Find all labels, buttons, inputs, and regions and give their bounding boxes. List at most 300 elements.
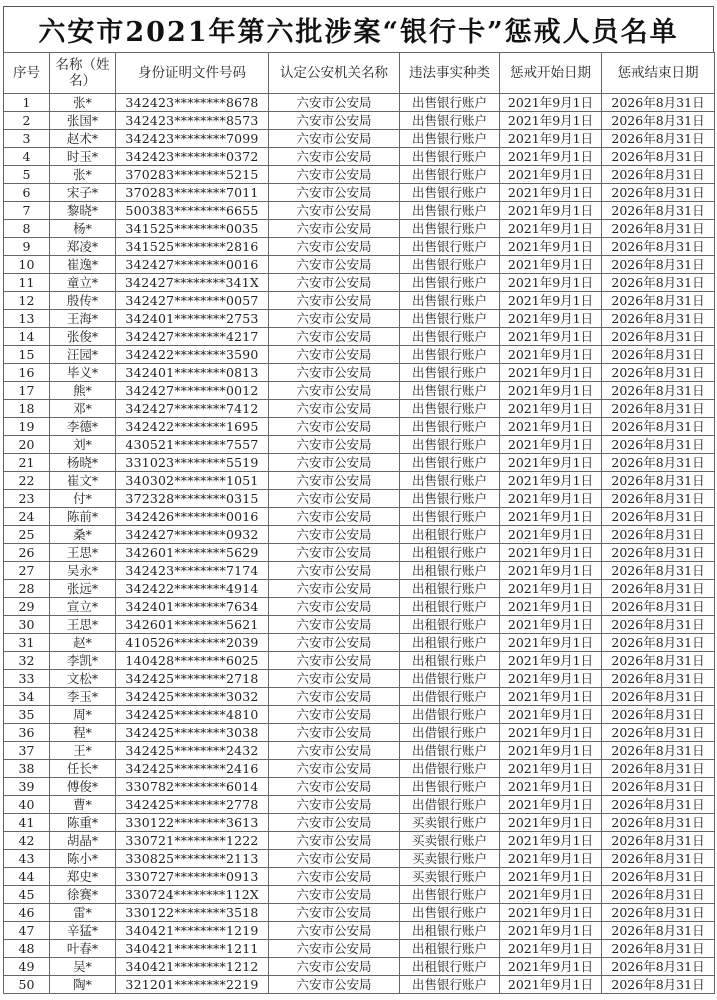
cell-name: 雷* [50,904,116,922]
cell-name: 王思* [50,616,116,634]
cell-serial-number: 45 [4,886,50,904]
cell-serial-number: 27 [4,562,50,580]
cell-serial-number: 21 [4,454,50,472]
cell-start-date: 2021年9月1日 [500,400,602,418]
cell-violation-type: 买卖银行账户 [400,850,500,868]
cell-id-number: 342422********3590 [116,346,269,364]
cell-end-date: 2026年8月31日 [602,832,715,850]
cell-id-number: 342425********3038 [116,724,269,742]
cell-name: 傅俊* [50,778,116,796]
cell-start-date: 2021年9月1日 [500,940,602,958]
cell-police-authority: 六安市公安局 [269,382,400,400]
cell-name: 崔逸* [50,256,116,274]
cell-id-number: 342427********0057 [116,292,269,310]
cell-violation-type: 出售银行账户 [400,166,500,184]
table-row [4,742,715,760]
table-row [4,976,715,994]
cell-name: 吴永* [50,562,116,580]
cell-serial-number: 49 [4,958,50,976]
cell-name: 杨晓* [50,454,116,472]
cell-police-authority: 六安市公安局 [269,238,400,256]
cell-police-authority: 六安市公安局 [269,598,400,616]
cell-violation-type: 出售银行账户 [400,220,500,238]
cell-start-date: 2021年9月1日 [500,886,602,904]
cell-name: 胡晶* [50,832,116,850]
cell-violation-type: 出售银行账户 [400,274,500,292]
cell-violation-type: 出借银行账户 [400,688,500,706]
cell-name: 刘* [50,436,116,454]
table-row [4,868,715,886]
cell-serial-number: 3 [4,130,50,148]
table-row [4,760,715,778]
cell-start-date: 2021年9月1日 [500,346,602,364]
cell-serial-number: 5 [4,166,50,184]
table-row [4,832,715,850]
cell-violation-type: 买卖银行账户 [400,832,500,850]
table-row [4,778,715,796]
cell-end-date: 2026年8月31日 [602,220,715,238]
cell-violation-type: 买卖银行账户 [400,814,500,832]
cell-end-date: 2026年8月31日 [602,922,715,940]
cell-id-number: 340421********1211 [116,940,269,958]
cell-serial-number: 35 [4,706,50,724]
cell-start-date: 2021年9月1日 [500,778,602,796]
cell-violation-type: 出售银行账户 [400,328,500,346]
cell-start-date: 2021年9月1日 [500,166,602,184]
cell-start-date: 2021年9月1日 [500,544,602,562]
cell-name: 毕义* [50,364,116,382]
cell-police-authority: 六安市公安局 [269,310,400,328]
cell-name: 李玉* [50,688,116,706]
cell-end-date: 2026年8月31日 [602,562,715,580]
cell-name: 邓* [50,400,116,418]
cell-start-date: 2021年9月1日 [500,706,602,724]
cell-start-date: 2021年9月1日 [500,652,602,670]
cell-name: 张俊* [50,328,116,346]
cell-violation-type: 出售银行账户 [400,886,500,904]
cell-start-date: 2021年9月1日 [500,742,602,760]
cell-id-number: 342427********0932 [116,526,269,544]
cell-name: 郑史* [50,868,116,886]
cell-name: 曹* [50,796,116,814]
cell-id-number: 342422********1695 [116,418,269,436]
cell-start-date: 2021年9月1日 [500,850,602,868]
cell-serial-number: 29 [4,598,50,616]
cell-violation-type: 出售银行账户 [400,400,500,418]
cell-start-date: 2021年9月1日 [500,598,602,616]
table-row [4,670,715,688]
cell-serial-number: 6 [4,184,50,202]
cell-id-number: 342401********7634 [116,598,269,616]
cell-id-number: 330122********3613 [116,814,269,832]
cell-end-date: 2026年8月31日 [602,328,715,346]
cell-end-date: 2026年8月31日 [602,364,715,382]
cell-end-date: 2026年8月31日 [602,580,715,598]
cell-police-authority: 六安市公安局 [269,490,400,508]
cell-police-authority: 六安市公安局 [269,94,400,112]
cell-end-date: 2026年8月31日 [602,202,715,220]
cell-name: 赵术* [50,130,116,148]
cell-end-date: 2026年8月31日 [602,436,715,454]
cell-start-date: 2021年9月1日 [500,490,602,508]
cell-start-date: 2021年9月1日 [500,562,602,580]
cell-police-authority: 六安市公安局 [269,112,400,130]
cell-name: 童立* [50,274,116,292]
cell-violation-type: 出售银行账户 [400,292,500,310]
cell-serial-number: 47 [4,922,50,940]
cell-police-authority: 六安市公安局 [269,544,400,562]
cell-end-date: 2026年8月31日 [602,706,715,724]
cell-violation-type: 出租银行账户 [400,958,500,976]
cell-start-date: 2021年9月1日 [500,724,602,742]
table-row [4,454,715,472]
cell-name: 王海* [50,310,116,328]
cell-serial-number: 26 [4,544,50,562]
header-violation-type: 违法事实种类 [400,53,500,94]
table-row [4,274,715,292]
cell-police-authority: 六安市公安局 [269,742,400,760]
cell-police-authority: 六安市公安局 [269,832,400,850]
cell-id-number: 342425********2778 [116,796,269,814]
cell-id-number: 340421********1212 [116,958,269,976]
cell-end-date: 2026年8月31日 [602,976,715,994]
cell-violation-type: 出租银行账户 [400,652,500,670]
cell-serial-number: 36 [4,724,50,742]
cell-id-number: 330122********3518 [116,904,269,922]
cell-name: 周* [50,706,116,724]
cell-id-number: 342423********8573 [116,112,269,130]
document-title: 六安市2021年第六批涉案“银行卡”惩戒人员名单 [3,6,714,52]
cell-end-date: 2026年8月31日 [602,616,715,634]
cell-start-date: 2021年9月1日 [500,526,602,544]
cell-id-number: 341525********2816 [116,238,269,256]
table-row [4,364,715,382]
cell-id-number: 410526********2039 [116,634,269,652]
cell-police-authority: 六安市公安局 [269,868,400,886]
table-row [4,814,715,832]
cell-police-authority: 六安市公安局 [269,130,400,148]
cell-start-date: 2021年9月1日 [500,238,602,256]
cell-violation-type: 出售银行账户 [400,184,500,202]
header-police-authority: 认定公安机关名称 [269,53,400,94]
table-row [4,436,715,454]
cell-id-number: 340421********1219 [116,922,269,940]
cell-violation-type: 出售银行账户 [400,472,500,490]
cell-violation-type: 出租银行账户 [400,544,500,562]
cell-serial-number: 37 [4,742,50,760]
cell-police-authority: 六安市公安局 [269,400,400,418]
cell-id-number: 331023********5519 [116,454,269,472]
cell-violation-type: 出租银行账户 [400,940,500,958]
cell-start-date: 2021年9月1日 [500,274,602,292]
cell-id-number: 342401********0813 [116,364,269,382]
table-row [4,850,715,868]
cell-name: 陶* [50,976,116,994]
cell-name: 付* [50,490,116,508]
cell-serial-number: 32 [4,652,50,670]
table-row [4,580,715,598]
cell-start-date: 2021年9月1日 [500,112,602,130]
cell-serial-number: 2 [4,112,50,130]
cell-police-authority: 六安市公安局 [269,166,400,184]
cell-end-date: 2026年8月31日 [602,670,715,688]
cell-id-number: 342426********0016 [116,508,269,526]
cell-violation-type: 出租银行账户 [400,616,500,634]
cell-id-number: 342601********5621 [116,616,269,634]
cell-end-date: 2026年8月31日 [602,742,715,760]
table-row [4,382,715,400]
cell-start-date: 2021年9月1日 [500,292,602,310]
table-header-row [4,53,715,94]
cell-police-authority: 六安市公安局 [269,364,400,382]
cell-police-authority: 六安市公安局 [269,256,400,274]
cell-name: 张* [50,166,116,184]
cell-id-number: 342427********0016 [116,256,269,274]
cell-police-authority: 六安市公安局 [269,976,400,994]
cell-id-number: 342423********0372 [116,148,269,166]
cell-id-number: 430521********7557 [116,436,269,454]
cell-serial-number: 12 [4,292,50,310]
cell-end-date: 2026年8月31日 [602,940,715,958]
cell-id-number: 500383********6655 [116,202,269,220]
cell-start-date: 2021年9月1日 [500,94,602,112]
cell-name: 文松* [50,670,116,688]
cell-end-date: 2026年8月31日 [602,148,715,166]
cell-violation-type: 出售银行账户 [400,508,500,526]
cell-police-authority: 六安市公安局 [269,292,400,310]
cell-id-number: 342601********5629 [116,544,269,562]
cell-start-date: 2021年9月1日 [500,436,602,454]
cell-end-date: 2026年8月31日 [602,634,715,652]
cell-police-authority: 六安市公安局 [269,220,400,238]
cell-police-authority: 六安市公安局 [269,814,400,832]
table-row [4,724,715,742]
cell-start-date: 2021年9月1日 [500,310,602,328]
cell-start-date: 2021年9月1日 [500,580,602,598]
cell-id-number: 330782********6014 [116,778,269,796]
cell-serial-number: 31 [4,634,50,652]
cell-police-authority: 六安市公安局 [269,346,400,364]
cell-start-date: 2021年9月1日 [500,670,602,688]
cell-violation-type: 出售银行账户 [400,346,500,364]
cell-name: 程* [50,724,116,742]
cell-police-authority: 六安市公安局 [269,454,400,472]
cell-serial-number: 14 [4,328,50,346]
cell-name: 赵* [50,634,116,652]
cell-violation-type: 出售银行账户 [400,94,500,112]
cell-serial-number: 22 [4,472,50,490]
table-row [4,886,715,904]
cell-end-date: 2026年8月31日 [602,850,715,868]
cell-start-date: 2021年9月1日 [500,868,602,886]
table-row [4,562,715,580]
cell-police-authority: 六安市公安局 [269,850,400,868]
cell-name: 殷传* [50,292,116,310]
cell-start-date: 2021年9月1日 [500,922,602,940]
cell-violation-type: 出借银行账户 [400,724,500,742]
table-row [4,238,715,256]
cell-violation-type: 出售银行账户 [400,904,500,922]
cell-police-authority: 六安市公安局 [269,436,400,454]
cell-end-date: 2026年8月31日 [602,238,715,256]
cell-end-date: 2026年8月31日 [602,508,715,526]
cell-police-authority: 六安市公安局 [269,148,400,166]
cell-serial-number: 43 [4,850,50,868]
table-row [4,346,715,364]
cell-violation-type: 出售银行账户 [400,148,500,166]
cell-serial-number: 46 [4,904,50,922]
cell-serial-number: 48 [4,940,50,958]
cell-end-date: 2026年8月31日 [602,472,715,490]
punishment-list-table [3,52,715,994]
cell-start-date: 2021年9月1日 [500,184,602,202]
cell-id-number: 370283********7011 [116,184,269,202]
cell-id-number: 342423********8678 [116,94,269,112]
cell-serial-number: 33 [4,670,50,688]
cell-start-date: 2021年9月1日 [500,976,602,994]
cell-police-authority: 六安市公安局 [269,940,400,958]
cell-name: 时玉* [50,148,116,166]
cell-start-date: 2021年9月1日 [500,454,602,472]
table-row [4,112,715,130]
cell-end-date: 2026年8月31日 [602,292,715,310]
cell-name: 吴* [50,958,116,976]
cell-start-date: 2021年9月1日 [500,958,602,976]
cell-name: 王* [50,742,116,760]
cell-police-authority: 六安市公安局 [269,670,400,688]
cell-end-date: 2026年8月31日 [602,112,715,130]
cell-police-authority: 六安市公安局 [269,184,400,202]
cell-name: 宣立* [50,598,116,616]
cell-serial-number: 1 [4,94,50,112]
table-row [4,472,715,490]
cell-id-number: 330724********112X [116,886,269,904]
cell-serial-number: 11 [4,274,50,292]
cell-end-date: 2026年8月31日 [602,652,715,670]
cell-serial-number: 34 [4,688,50,706]
table-row [4,544,715,562]
cell-end-date: 2026年8月31日 [602,418,715,436]
table-row [4,184,715,202]
cell-violation-type: 出借银行账户 [400,796,500,814]
header-id-number: 身份证明文件号码 [116,53,269,94]
table-row [4,634,715,652]
cell-police-authority: 六安市公安局 [269,526,400,544]
cell-serial-number: 41 [4,814,50,832]
cell-police-authority: 六安市公安局 [269,958,400,976]
table-row [4,796,715,814]
cell-id-number: 342427********4217 [116,328,269,346]
cell-end-date: 2026年8月31日 [602,724,715,742]
cell-police-authority: 六安市公安局 [269,724,400,742]
cell-violation-type: 出租银行账户 [400,598,500,616]
cell-end-date: 2026年8月31日 [602,778,715,796]
cell-police-authority: 六安市公安局 [269,922,400,940]
cell-police-authority: 六安市公安局 [269,580,400,598]
document-page [3,6,714,994]
cell-violation-type: 出售银行账户 [400,418,500,436]
cell-violation-type: 出售银行账户 [400,112,500,130]
table-row [4,598,715,616]
cell-police-authority: 六安市公安局 [269,886,400,904]
table-row [4,94,715,112]
cell-serial-number: 39 [4,778,50,796]
cell-violation-type: 出售银行账户 [400,130,500,148]
cell-violation-type: 出租银行账户 [400,580,500,598]
cell-end-date: 2026年8月31日 [602,382,715,400]
cell-end-date: 2026年8月31日 [602,184,715,202]
cell-id-number: 321201********2219 [116,976,269,994]
cell-end-date: 2026年8月31日 [602,886,715,904]
cell-serial-number: 50 [4,976,50,994]
cell-violation-type: 出借银行账户 [400,670,500,688]
cell-serial-number: 4 [4,148,50,166]
cell-violation-type: 出售银行账户 [400,976,500,994]
header-name: 名称（姓名） [50,53,116,94]
cell-id-number: 342425********2432 [116,742,269,760]
cell-id-number: 342425********2416 [116,760,269,778]
cell-id-number: 372328********0315 [116,490,269,508]
cell-serial-number: 40 [4,796,50,814]
cell-end-date: 2026年8月31日 [602,904,715,922]
cell-police-authority: 六安市公安局 [269,508,400,526]
cell-name: 张国* [50,112,116,130]
cell-name: 任长* [50,760,116,778]
cell-end-date: 2026年8月31日 [602,400,715,418]
table-row [4,616,715,634]
cell-start-date: 2021年9月1日 [500,904,602,922]
cell-id-number: 341525********0035 [116,220,269,238]
cell-start-date: 2021年9月1日 [500,760,602,778]
cell-name: 张* [50,94,116,112]
table-row [4,688,715,706]
cell-id-number: 342425********3032 [116,688,269,706]
table-row [4,220,715,238]
cell-name: 徐赛* [50,886,116,904]
cell-end-date: 2026年8月31日 [602,166,715,184]
cell-police-authority: 六安市公安局 [269,616,400,634]
cell-violation-type: 出租银行账户 [400,634,500,652]
cell-violation-type: 出售银行账户 [400,310,500,328]
cell-id-number: 342422********4914 [116,580,269,598]
cell-start-date: 2021年9月1日 [500,418,602,436]
cell-start-date: 2021年9月1日 [500,220,602,238]
cell-start-date: 2021年9月1日 [500,832,602,850]
cell-name: 王思* [50,544,116,562]
header-end-date: 惩戒结束日期 [602,53,715,94]
cell-serial-number: 17 [4,382,50,400]
cell-violation-type: 出售银行账户 [400,256,500,274]
cell-violation-type: 出租银行账户 [400,526,500,544]
cell-violation-type: 出借银行账户 [400,742,500,760]
cell-end-date: 2026年8月31日 [602,490,715,508]
cell-serial-number: 30 [4,616,50,634]
cell-id-number: 342423********7099 [116,130,269,148]
cell-end-date: 2026年8月31日 [602,688,715,706]
table-body [4,94,715,994]
cell-name: 陈前* [50,508,116,526]
cell-serial-number: 28 [4,580,50,598]
cell-police-authority: 六安市公安局 [269,796,400,814]
cell-serial-number: 25 [4,526,50,544]
cell-violation-type: 买卖银行账户 [400,868,500,886]
cell-serial-number: 23 [4,490,50,508]
cell-violation-type: 出售银行账户 [400,454,500,472]
cell-start-date: 2021年9月1日 [500,130,602,148]
table-row [4,526,715,544]
cell-violation-type: 出售银行账户 [400,238,500,256]
table-row [4,256,715,274]
